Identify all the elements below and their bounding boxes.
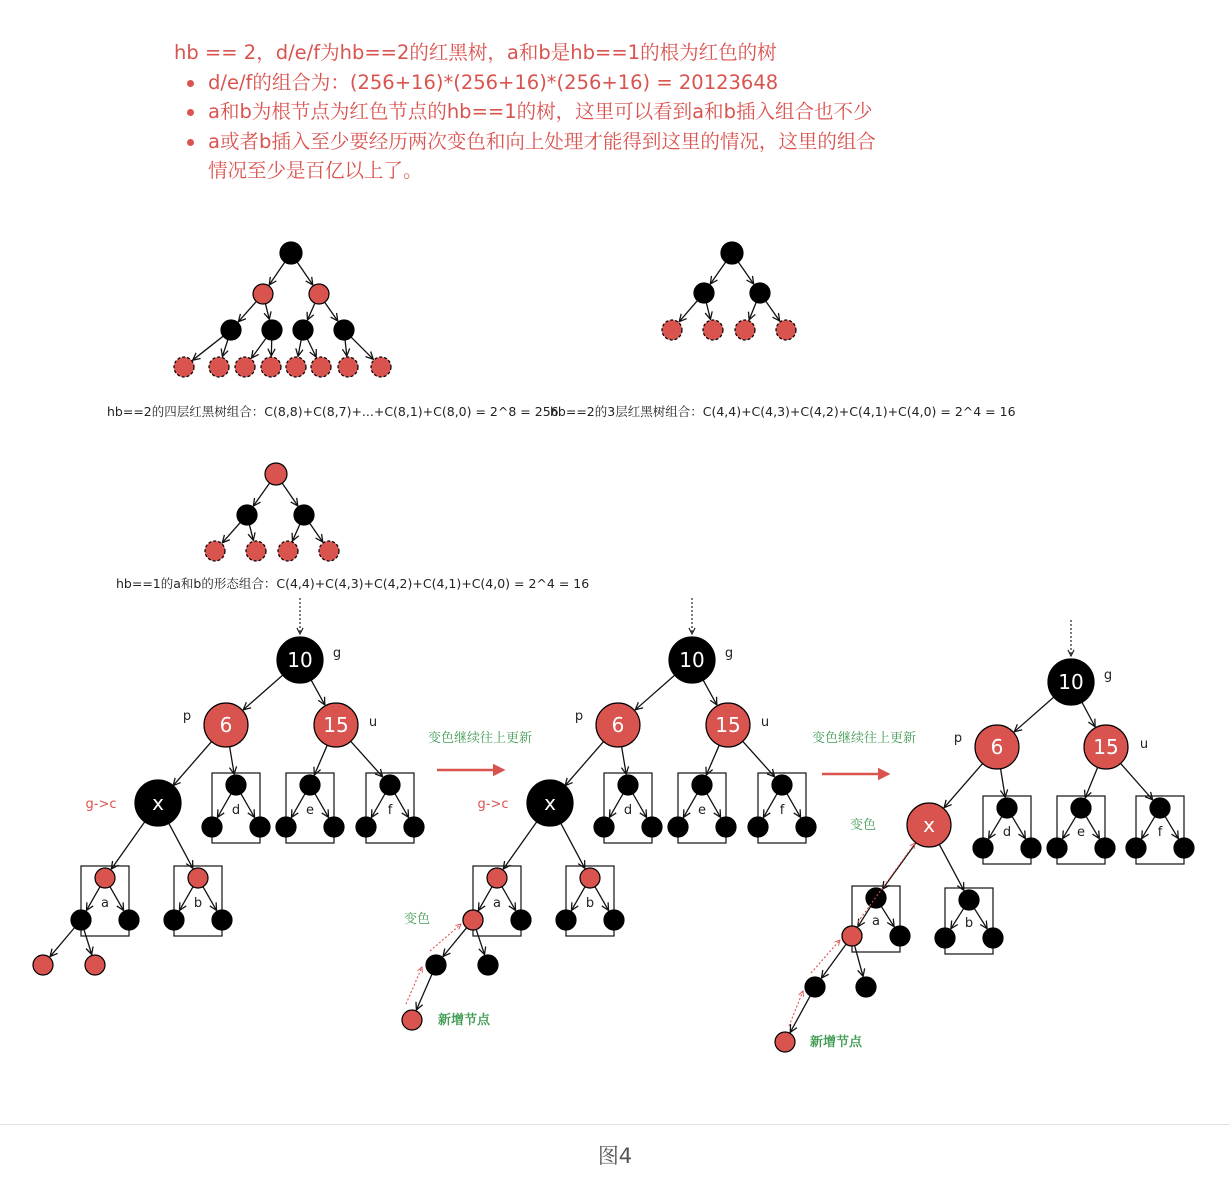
subtree-leaf-black (250, 817, 270, 837)
node-p-label: 6 (219, 713, 233, 737)
label-g: g (1103, 668, 1113, 683)
intro-heading: hb == 2，d/e/f为hb==2的红黑树，a和b是hb==1的根为红色的树 (174, 41, 777, 64)
subtree-root-red (188, 868, 208, 888)
tree-edge (858, 906, 871, 926)
tree-edge (238, 301, 256, 321)
subtree-label-e: e (698, 803, 706, 818)
node-p-label: 6 (611, 713, 625, 737)
tree-node-black (750, 283, 770, 303)
tree-edge (325, 302, 338, 321)
node-u-label: 15 (1093, 735, 1119, 759)
tree-node-red-optional (278, 541, 298, 561)
tree-edge (710, 262, 725, 284)
tree-edge (168, 822, 192, 868)
tree-edge (1085, 767, 1097, 797)
subtree-root-black (959, 890, 979, 910)
tree-edge (502, 887, 516, 911)
tree-edge (351, 741, 383, 776)
tree-edge (307, 303, 314, 320)
tree-edge (1142, 817, 1155, 839)
tree-edge (310, 523, 323, 542)
subtree-leaf-black (164, 910, 184, 930)
tree-edge (1086, 817, 1099, 839)
node-u-label: 15 (715, 713, 741, 737)
tree-edge (881, 906, 894, 926)
tree-edge (679, 301, 697, 322)
tree-edge (1014, 697, 1054, 732)
tree-node-black (221, 320, 241, 340)
caption-hb1: hb==1的a和b的形态组合：C(4,4)+C(4,3)+C(4,2)+C(4,1)+C(4,0) = 2^4 = 16 (116, 576, 590, 591)
tree-node-black (805, 977, 825, 997)
subtree-root-black (1071, 798, 1091, 818)
node-x-red-label: x (923, 813, 935, 837)
tree-edge (1063, 817, 1076, 839)
node-u-label: 15 (323, 713, 349, 737)
tree-node-black (856, 977, 876, 997)
subtree-leaf-black (511, 910, 531, 930)
tree-node-black (294, 505, 314, 525)
tree-edge (633, 794, 647, 818)
subtree-root-black (1150, 798, 1170, 818)
upward-arrow (858, 843, 915, 922)
subtree-root-black (226, 775, 246, 795)
subtree-label-a: a (101, 896, 109, 911)
label-recolor-continue: 变色继续往上更新 (427, 731, 533, 746)
subtree-leaf-black (324, 817, 344, 837)
tree-node-red-optional (246, 541, 266, 561)
subtree-leaf-black (202, 817, 222, 837)
subtree-leaf-black (1095, 838, 1115, 858)
tree-edge (944, 764, 982, 808)
tree-edge (1165, 817, 1178, 839)
subtree-root-black (300, 775, 320, 795)
tree-edge (763, 794, 777, 818)
tree-node-black (721, 242, 743, 264)
tree-edge (706, 303, 710, 320)
tree-edge (84, 930, 92, 955)
new-node (775, 1032, 795, 1052)
divider (0, 1124, 1230, 1125)
subtree-root-black (380, 775, 400, 795)
subtree-root-black (997, 798, 1017, 818)
tree-edge (345, 340, 347, 356)
subtree-label-e: e (306, 803, 314, 818)
tree-edge (282, 483, 298, 506)
node-x-label: x (544, 791, 556, 815)
subtree-root-black (692, 775, 712, 795)
bullet-3: a或者b插入至少要经历两次变色和向上处理才能得到这里的情况，这里的组合 (174, 127, 876, 157)
subtree-label-d: d (1002, 825, 1012, 840)
tree-node-black (334, 320, 354, 340)
tree-edge (179, 887, 193, 911)
subtree-leaf-black (604, 910, 624, 930)
subtree-label-b: b (964, 916, 974, 931)
subtree-leaf-black (594, 817, 614, 837)
tree-edge (609, 794, 623, 818)
tree-node-red (265, 463, 287, 485)
tree-node-red-optional (174, 357, 194, 377)
tree-edge (50, 928, 74, 957)
tree-edge (311, 679, 325, 705)
subtree-label-d: d (623, 803, 633, 818)
tree-edge (371, 794, 385, 818)
caption-three-layer: hb==2的3层红黑树组合：C(4,4)+C(4,3)+C(4,2)+C(4,1)+C(4,0) = 2^4 = 16 (550, 404, 1016, 419)
subtree-label-a: a (493, 896, 501, 911)
tree-edge (706, 745, 719, 775)
label-new-node: 新增节点 (810, 1035, 863, 1050)
subtree-leaf-black (1021, 838, 1041, 858)
tree-node-black (262, 320, 282, 340)
node-g-label: 10 (1058, 670, 1084, 694)
label-g: g (332, 646, 342, 661)
tree-edge (766, 301, 780, 321)
label-g-to-c: g->c (85, 797, 117, 812)
subtree-leaf-black (276, 817, 296, 837)
subtree-leaf-black (668, 817, 688, 837)
label-u: u (760, 715, 770, 730)
tree-edge (989, 817, 1002, 839)
tree-node-red-optional (735, 320, 755, 340)
subtree-leaf-black (716, 817, 736, 837)
subtree-label-b: b (585, 896, 595, 911)
subtree-leaf-black (796, 817, 816, 837)
label-new-node: 新增节点 (438, 1013, 491, 1028)
tree-node-black (237, 505, 257, 525)
tree-edge (110, 887, 124, 911)
tree-edge (703, 679, 717, 705)
tree-node-red-optional (776, 320, 796, 340)
bullet-2: a和b为根节点为红色节点的hb==1的树，这里可以看到a和b插入组合也不少 (174, 97, 876, 127)
tree-edge (951, 908, 964, 928)
tree-edge (315, 794, 329, 818)
label-p: p (182, 709, 192, 724)
tree-node-red-optional (338, 357, 358, 377)
subtree-label-f: f (387, 803, 393, 818)
tree-edge (291, 794, 305, 818)
subtree-root-black (866, 888, 886, 908)
tree-edge (738, 262, 753, 284)
tree-edge (1012, 817, 1025, 839)
tree-edge (314, 745, 327, 775)
label-recolor: 变色 (403, 912, 431, 927)
tree-edge (217, 794, 231, 818)
tree-edge (1001, 769, 1006, 797)
subtree-leaf-black (935, 928, 955, 948)
subtree-leaf-black (748, 817, 768, 837)
node-p-label: 6 (990, 735, 1004, 759)
tree-edge (253, 483, 269, 506)
tree-edge (241, 794, 255, 818)
node-g-label: 10 (287, 648, 313, 672)
subtree-root-red (95, 868, 115, 888)
tree-edge (173, 742, 211, 786)
tree-edge (1121, 763, 1153, 799)
label-g: g (724, 646, 734, 661)
recolored-node (463, 910, 483, 930)
bullet-1: d/e/f的组合为：(256+16)*(256+16)*(256+16) = 20123648 (174, 68, 876, 98)
tree-edge (476, 929, 484, 954)
tree-node-red-optional (703, 320, 723, 340)
tree-node-black (478, 955, 498, 975)
tree-edge (1081, 701, 1095, 726)
tree-edge (203, 887, 217, 911)
subtree-label-e: e (1077, 825, 1085, 840)
tree-node-red (309, 284, 329, 304)
subtree-label-d: d (231, 803, 241, 818)
label-recolor-continue: 变色继续往上更新 (811, 731, 917, 746)
subtree-leaf-black (1047, 838, 1067, 858)
new-subtree-red (85, 955, 105, 975)
tree-edge (395, 794, 409, 818)
tree-node-red-optional (311, 357, 331, 377)
tree-node-red-optional (209, 357, 229, 377)
new-subtree-red (33, 955, 53, 975)
tree-edge (571, 887, 585, 911)
tree-edge (416, 974, 432, 1010)
subtree-leaf-black (356, 817, 376, 837)
tree-edge (111, 821, 145, 869)
tree-node-red-optional (205, 541, 225, 561)
caption-four-layer: hb==2的四层红黑树组合：C(8,8)+C(8,7)+...+C(8,1)+C(8,0) = 2^8 = 256 (107, 404, 559, 419)
tree-edge (787, 794, 801, 818)
subtree-leaf-black (1174, 838, 1194, 858)
tree-node-red-optional (371, 357, 391, 377)
subtree-root-black (772, 775, 792, 795)
tree-edge (265, 304, 269, 320)
tree-edge (243, 675, 283, 710)
tree-edge (939, 844, 963, 890)
tree-edge (743, 741, 775, 776)
tree-edge (749, 302, 756, 320)
tree-node-black (280, 242, 302, 264)
subtree-label-a: a (872, 914, 880, 929)
tree-edge (269, 262, 285, 285)
tree-edge (86, 887, 100, 911)
tree-node-black (293, 320, 313, 340)
subtree-leaf-black (890, 926, 910, 946)
tree-edge (222, 522, 240, 542)
tree-edge (595, 887, 609, 911)
upward-arrow (430, 924, 461, 951)
subtree-leaf-black (404, 817, 424, 837)
subtree-leaf-black (642, 817, 662, 837)
subtree-leaf-black (71, 910, 91, 930)
tree-node-red-optional (286, 357, 306, 377)
tree-node-red-optional (261, 357, 281, 377)
subtree-leaf-black (212, 910, 232, 930)
subtree-leaf-black (973, 838, 993, 858)
tree-edge (249, 525, 253, 541)
figure-caption: 图4 (597, 1144, 633, 1168)
tree-edge (882, 843, 916, 889)
subtree-label-b: b (193, 896, 203, 911)
upward-arrow (811, 940, 840, 973)
tree-node-red-optional (662, 320, 682, 340)
label-recolor: 变色 (849, 818, 877, 833)
tree-edge (855, 946, 863, 977)
label-p: p (953, 731, 963, 746)
subtree-leaf-black (556, 910, 576, 930)
subtree-leaf-black (983, 928, 1003, 948)
tree-edge (251, 338, 266, 358)
tree-edge (443, 928, 467, 957)
tree-edge (635, 675, 675, 710)
subtree-root-red (580, 868, 600, 888)
tree-node-red (253, 284, 273, 304)
tree-node-red-optional (319, 541, 339, 561)
tree-edge (307, 339, 316, 357)
tree-edge (503, 821, 537, 869)
node-g-label: 10 (679, 648, 705, 672)
tree-edge (222, 340, 228, 357)
tree-edge (478, 887, 492, 911)
tree-edge (683, 794, 697, 818)
label-u: u (1139, 737, 1149, 752)
subtree-label-f: f (779, 803, 785, 818)
tree-edge (351, 337, 373, 359)
subtree-root-black (618, 775, 638, 795)
subtree-leaf-black (1126, 838, 1146, 858)
label-g-to-c: g->c (477, 797, 509, 812)
subtree-leaf-black (119, 910, 139, 930)
tree-edge (297, 262, 313, 285)
tree-edge (707, 794, 721, 818)
node-x-label: x (152, 791, 164, 815)
tree-edge (298, 340, 301, 356)
tree-edge (560, 822, 584, 868)
subtree-label-f: f (1157, 825, 1163, 840)
subtree-root-red (487, 868, 507, 888)
label-u: u (368, 715, 378, 730)
recolored-node (842, 926, 862, 946)
tree-node-black (694, 283, 714, 303)
tree-edge (974, 908, 987, 928)
tree-edge (230, 747, 235, 774)
new-node (402, 1010, 422, 1030)
label-p: p (574, 709, 584, 724)
tree-edge (565, 742, 603, 786)
tree-node-red-optional (235, 357, 255, 377)
upward-arrow (406, 967, 422, 1004)
tree-edge (292, 524, 299, 541)
tree-node-black (426, 955, 446, 975)
tree-edge (622, 747, 627, 774)
bullet-3-continued: 情况至少是百亿以上了。 (208, 159, 423, 182)
tree-edge (821, 944, 846, 978)
